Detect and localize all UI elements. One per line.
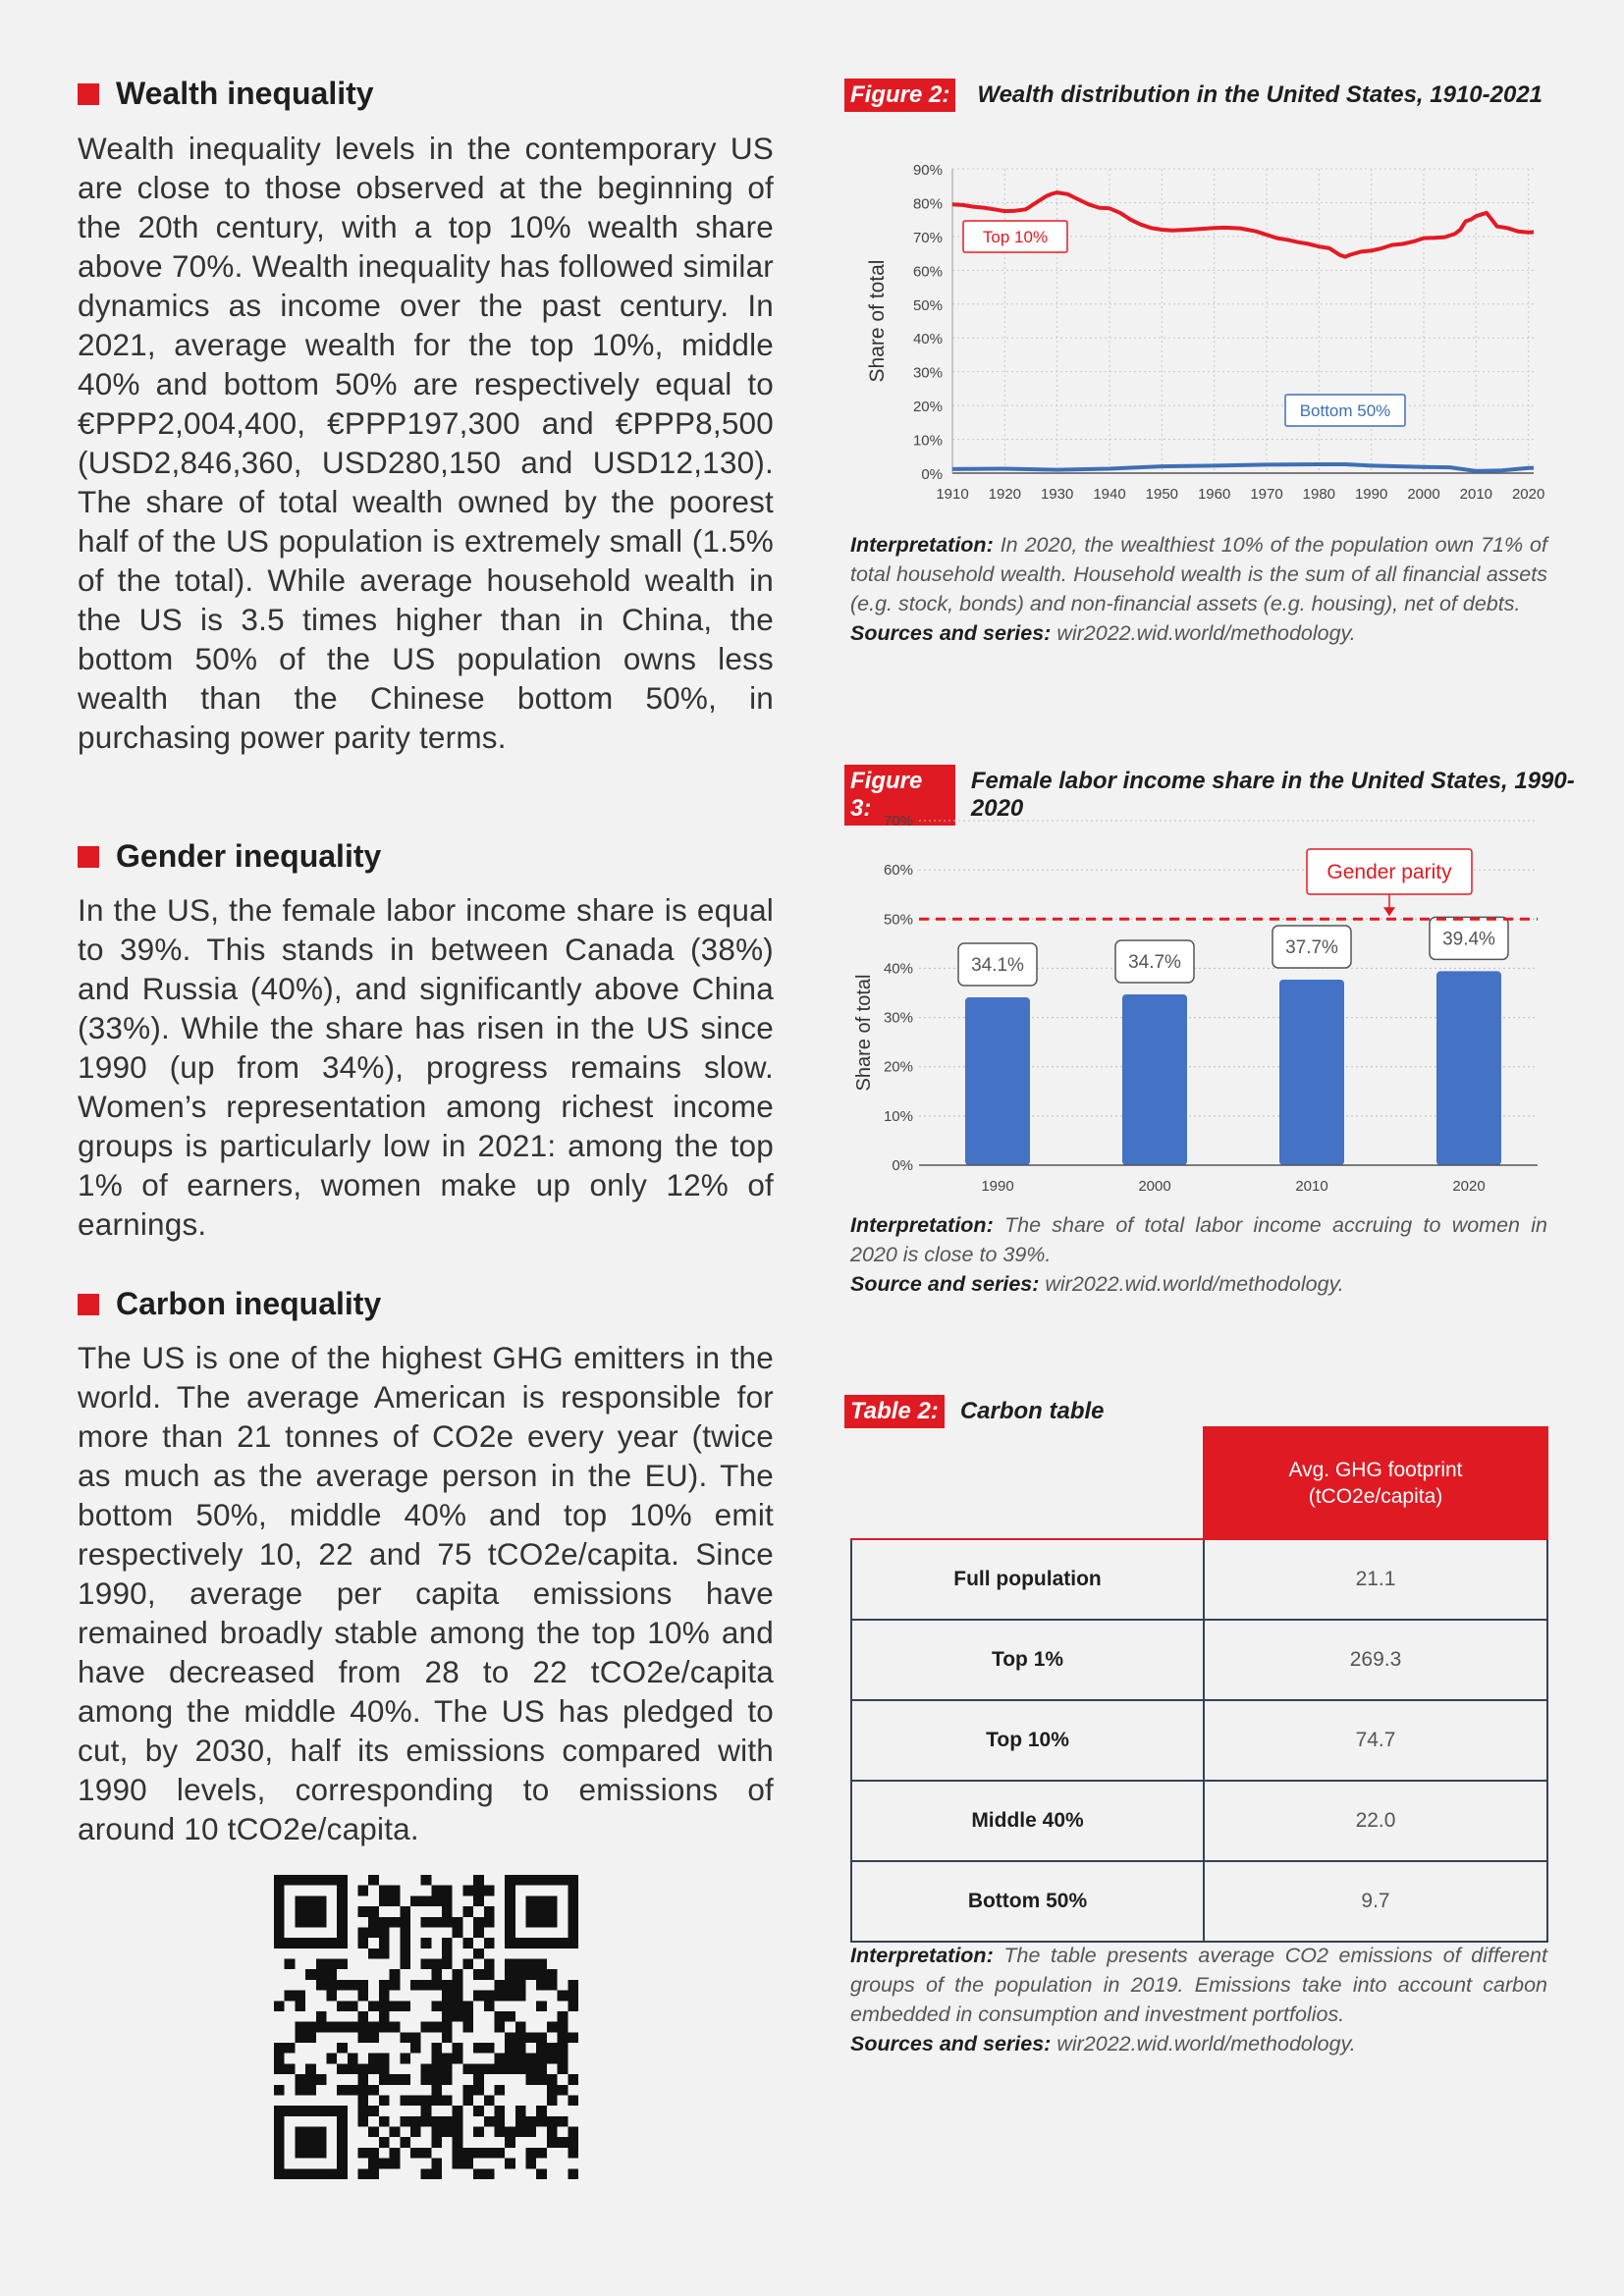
- table2-interpretation: [850, 1941, 1547, 2058]
- figure2-label: [844, 79, 1543, 112]
- group-cell: Full population: [851, 1539, 1204, 1620]
- bar-1990: [965, 997, 1030, 1165]
- table2-label: [844, 1395, 1105, 1428]
- gender-parity-label: Gender parity: [1326, 861, 1452, 883]
- gender-paragraph: In the US, the female labor income share is equal to 39%. This stands in between Canada (38%) and Russia (40%), and significantly above China (33%). While the share has risen in the US since 1990 (up from 34%), progress remains slow. Women’s representation among richest income groups is particularly low in 2021: among the top 1% of earners, women make up only 12% of earnings.: [78, 892, 774, 1242]
- table-row: [851, 1539, 1547, 1620]
- data-label: 37.7%: [1285, 936, 1338, 958]
- interp-label: Interpretation:: [850, 1944, 994, 1967]
- section-title: Carbon inequality: [116, 1286, 382, 1321]
- figure2-tag: Figure 2:: [844, 79, 955, 112]
- gender-section-heading: [78, 838, 381, 875]
- src-link[interactable]: wir2022.wid.world/methodology.: [1056, 621, 1356, 645]
- y-tick-label: 0%: [892, 1157, 913, 1174]
- data-label: 34.1%: [971, 955, 1024, 977]
- x-tick-label: 2000: [1407, 486, 1440, 503]
- table-row: [851, 1861, 1547, 1942]
- y-tick-label: 40%: [912, 331, 943, 348]
- bar-2020: [1436, 971, 1501, 1165]
- interp-label: Interpretation:: [850, 1213, 994, 1237]
- x-tick-label: 1910: [936, 486, 969, 503]
- src-label: Sources and series:: [850, 621, 1052, 645]
- y-tick-label: 60%: [912, 263, 943, 281]
- figure3-interpretation: [850, 1210, 1547, 1299]
- sources-line: [850, 618, 1547, 648]
- value-cell: 9.7: [1204, 1861, 1547, 1942]
- red-square-bullet: [78, 1294, 99, 1315]
- carbon-section-heading: [78, 1286, 381, 1322]
- group-cell: Middle 40%: [851, 1781, 1204, 1861]
- x-tick-label: 2010: [1459, 486, 1493, 503]
- carbon-table: [850, 1426, 1548, 1943]
- section-title: Gender inequality: [116, 838, 382, 874]
- bar-2010: [1279, 980, 1344, 1165]
- x-tick-label: 1990: [981, 1178, 1014, 1195]
- y-tick-label: 70%: [912, 229, 943, 246]
- wealth-paragraph: Wealth inequality levels in the contemporary US are close to those observed at the beginning of the 20th century, with a top 10% wealth share above 70%. Wealth inequality has followed similar dynamics as income over the past century. In 2021, average wealth for the top 10%, middle 40% and bottom 50% are respectively equal to €PPP2,004,400, €PPP197,300 and €PPP8,500 (USD2,846,360, USD280,150 and USD12,130). The share of total wealth owned by the poorest half of the US population is extremely small (1.5% of the total). While average household wealth in the US is 3.5 times higher than in China, the bottom 50% of the US population owns less wealth than the Chinese bottom 50%, in purchasing power parity terms.: [78, 131, 774, 755]
- figure3-tag: Figure 3:: [844, 765, 955, 826]
- red-square-bullet: [78, 846, 99, 868]
- y-tick-label: 90%: [912, 162, 943, 179]
- y-tick-label: 10%: [883, 1107, 913, 1125]
- group-cell: Top 10%: [851, 1700, 1204, 1781]
- y-tick-label: 80%: [912, 195, 943, 213]
- x-tick-label: 2000: [1138, 1178, 1171, 1195]
- y-tick-label: 60%: [883, 862, 913, 880]
- src-link[interactable]: wir2022.wid.world/methodology.: [1056, 2032, 1356, 2056]
- y-tick-label: 30%: [883, 1009, 913, 1027]
- x-tick-label: 1940: [1093, 486, 1126, 503]
- blank-header-cell: [851, 1427, 1204, 1539]
- group-cell: Top 1%: [851, 1620, 1204, 1700]
- header-line: (tCO2e/capita): [1308, 1485, 1443, 1508]
- value-cell: 22.0: [1204, 1781, 1547, 1861]
- x-tick-label: 1990: [1354, 486, 1388, 503]
- sources-line: [850, 2029, 1547, 2058]
- value-cell: 21.1: [1204, 1539, 1547, 1620]
- legend-label-bottom50: Bottom 50%: [1299, 401, 1391, 420]
- y-tick-label: 70%: [883, 813, 913, 829]
- table-row: [851, 1620, 1547, 1700]
- table2-tag: Table 2:: [844, 1395, 945, 1428]
- wealth-distribution-chart: [850, 147, 1547, 510]
- wealth-section-heading: [78, 76, 374, 112]
- header-line: Avg. GHG footprint: [1288, 1459, 1463, 1481]
- bar-2000: [1122, 994, 1187, 1165]
- x-tick-label: 2020: [1511, 486, 1545, 503]
- table-row: [851, 1700, 1547, 1781]
- y-tick-label: 40%: [883, 960, 913, 978]
- figure2-title: Wealth distribution in the United States, 1910-2021: [977, 81, 1543, 108]
- carbon-paragraph: The US is one of the highest GHG emitters in the world. The average American is responsible for more than 21 tonnes of CO2e every year (twice as much as the average person in the EU). The bottom 50%, middle 40% and top 10% emit respectively 10, 22 and 75 tCO2e/capita. Since 1990, average per capita emissions have remained broadly stable among the top 10% and have decreased from 28 to 22 tCO2e/capita among the middle 40%. The US has pledged to cut, by 2030, half its emissions compared with 1990 levels, corresponding to emissions of around 10 tCO2e/capita.: [78, 1340, 774, 1846]
- y-tick-label: 0%: [921, 466, 943, 483]
- y-tick-label: 50%: [912, 296, 943, 314]
- value-cell: 269.3: [1204, 1620, 1547, 1700]
- interp-text: In 2020, the wealthiest 10% of the population own 71% of total household wealth. Household wealth is the sum of all financial assets (e.g. stock, bonds) and non-financial assets (e.g. housing), net of debts.: [850, 533, 1547, 615]
- header-cell: [1204, 1427, 1547, 1539]
- x-tick-label: 1970: [1250, 486, 1283, 503]
- series-line-bottom-50-: [952, 464, 1534, 471]
- x-tick-label: 2020: [1452, 1178, 1486, 1195]
- y-tick-label: 50%: [883, 911, 913, 929]
- y-tick-label: 20%: [912, 399, 943, 416]
- x-tick-label: 1920: [988, 486, 1022, 503]
- data-label: 34.7%: [1128, 952, 1181, 974]
- interp-text: The share of total labor income accruing to women in 2020 is close to 39%.: [850, 1213, 1547, 1266]
- figure3-title: Female labor income share in the United States, 1990-2020: [970, 768, 1575, 822]
- table-row: [851, 1781, 1547, 1861]
- x-tick-label: 1950: [1145, 486, 1179, 503]
- section-title: Wealth inequality: [116, 76, 374, 111]
- x-tick-label: 1980: [1302, 486, 1336, 503]
- group-cell: Bottom 50%: [851, 1861, 1204, 1942]
- x-tick-label: 1960: [1197, 486, 1231, 503]
- y-tick-label: 20%: [883, 1058, 913, 1076]
- table2-title: Carbon table: [959, 1398, 1105, 1424]
- src-link[interactable]: wir2022.wid.world/methodology.: [1045, 1272, 1344, 1296]
- x-tick-label: 1930: [1040, 486, 1074, 503]
- female-labor-share-chart: [850, 805, 1547, 1207]
- red-square-bullet: [78, 83, 99, 105]
- legend-label-top10: Top 10%: [982, 228, 1049, 246]
- src-label: Sources and series:: [850, 2032, 1052, 2056]
- y-axis-label: Share of total: [853, 974, 875, 1092]
- figure2-interpretation: [850, 530, 1547, 648]
- y-tick-label: 10%: [912, 432, 943, 450]
- y-tick-label: 30%: [912, 364, 943, 382]
- sources-line: [850, 1269, 1547, 1299]
- data-label: 39.4%: [1442, 929, 1495, 950]
- qr-modules: [274, 1875, 578, 2179]
- value-cell: 74.7: [1204, 1700, 1547, 1781]
- interp-label: Interpretation:: [850, 533, 994, 557]
- interp-text: The table presents average CO2 emissions of different groups of the population in 2019. Emissions take into account carbon embedded in consumption and investment portfolios.: [850, 1944, 1547, 2026]
- y-axis-label: Share of total: [866, 259, 889, 383]
- src-label: Source and series:: [850, 1272, 1040, 1296]
- qr-code-icon[interactable]: [274, 1875, 578, 2179]
- arrow-head-icon: [1383, 907, 1395, 916]
- table-header-row: [851, 1427, 1547, 1539]
- x-tick-label: 2010: [1295, 1178, 1328, 1195]
